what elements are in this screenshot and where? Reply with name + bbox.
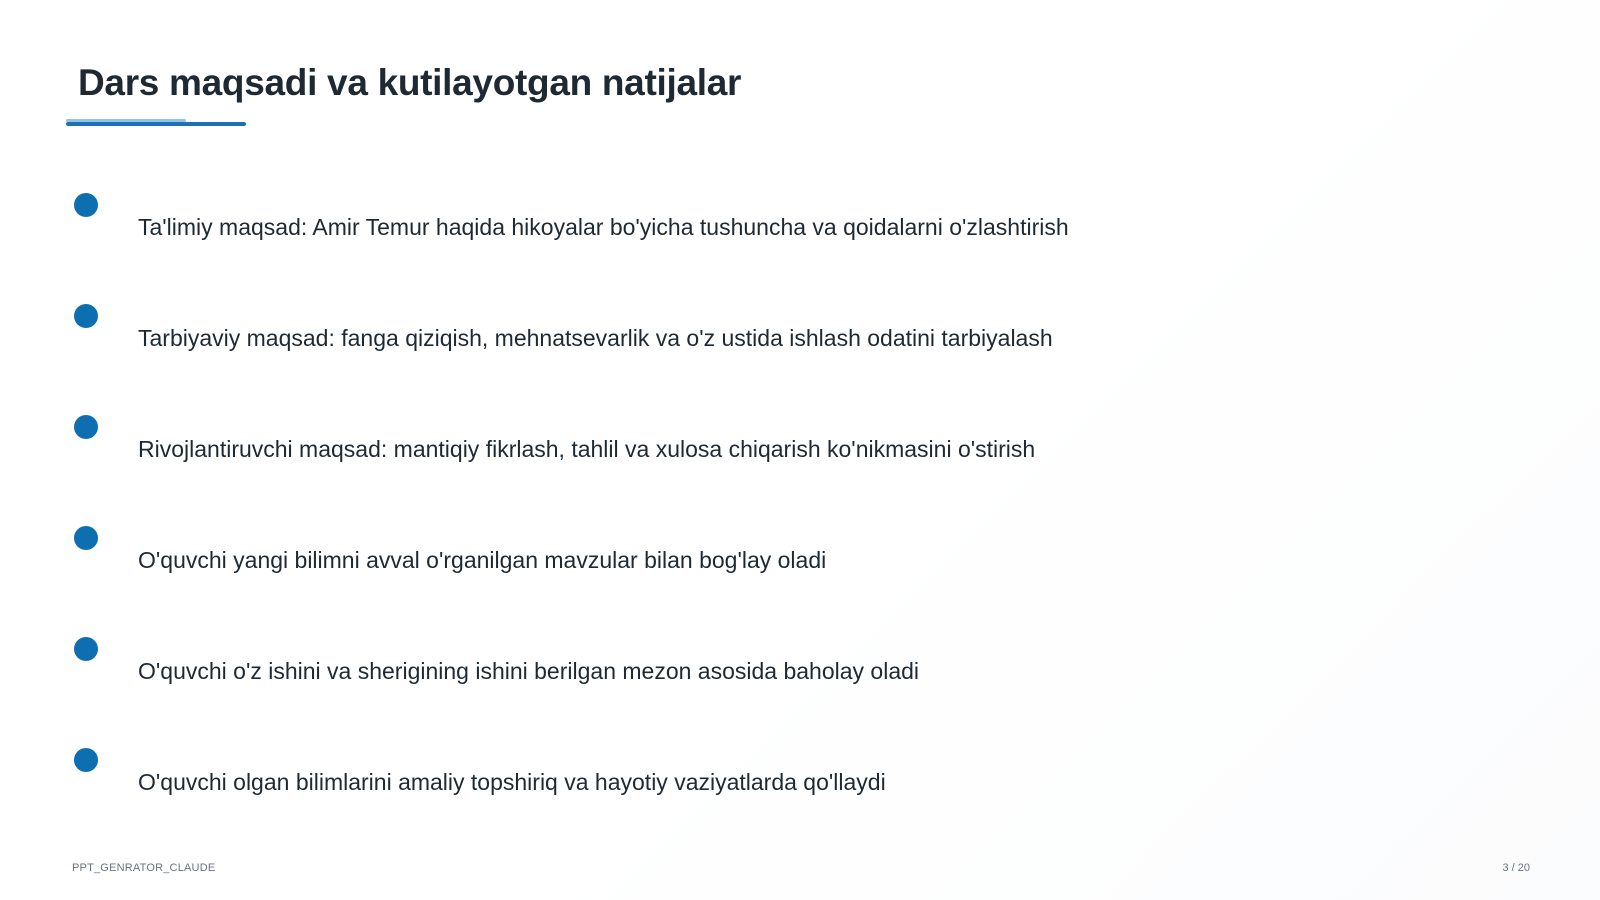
bullet-text: Ta'limiy maqsad: Amir Temur haqida hikoyalar bo'yicha tushuncha va qoidalarni o'zlashtirish [138,214,1069,240]
bullet-text: Rivojlantiruvchi maqsad: mantiqiy fikrlash, tahlil va xulosa chiqarish ko'nikmasini o'stirish [138,436,1036,462]
page-indicator: 3 / 20 [1502,862,1530,874]
title-underline [66,122,246,126]
bullet-text: Tarbiyaviy maqsad: fanga qiziqish, mehnatsevarlik va o'z ustida ishlash odatini tarbiyalash [138,325,1053,351]
bullet-dot-icon [74,637,98,661]
bullet-dot-icon [74,748,98,772]
bullet-text: O'quvchi olgan bilimlarini amaliy topshiriq va hayotiy vaziyatlarda qo'llaydi [138,769,886,795]
footer-source: PPT_GENRATOR_CLAUDE [72,862,216,874]
list-item [0,193,1500,263]
list-item [0,415,1500,485]
bullet-text: O'quvchi yangi bilimni avval o'rganilgan mavzular bilan bog'lay oladi [138,547,827,573]
title-underline-accent [66,119,186,122]
list-item [0,304,1500,374]
bullet-dot-icon [74,304,98,328]
bullet-dot-icon [74,526,98,550]
list-item [0,748,1500,818]
bullet-text: O'quvchi o'z ishini va sherigining ishini berilgan mezon asosida baholay oladi [138,658,920,684]
bullet-dot-icon [74,193,98,217]
list-item [0,637,1500,707]
slide-title: Dars maqsadi va kutilayotgan natijalar [78,62,742,103]
bullet-dot-icon [74,415,98,439]
list-item [0,526,1500,596]
